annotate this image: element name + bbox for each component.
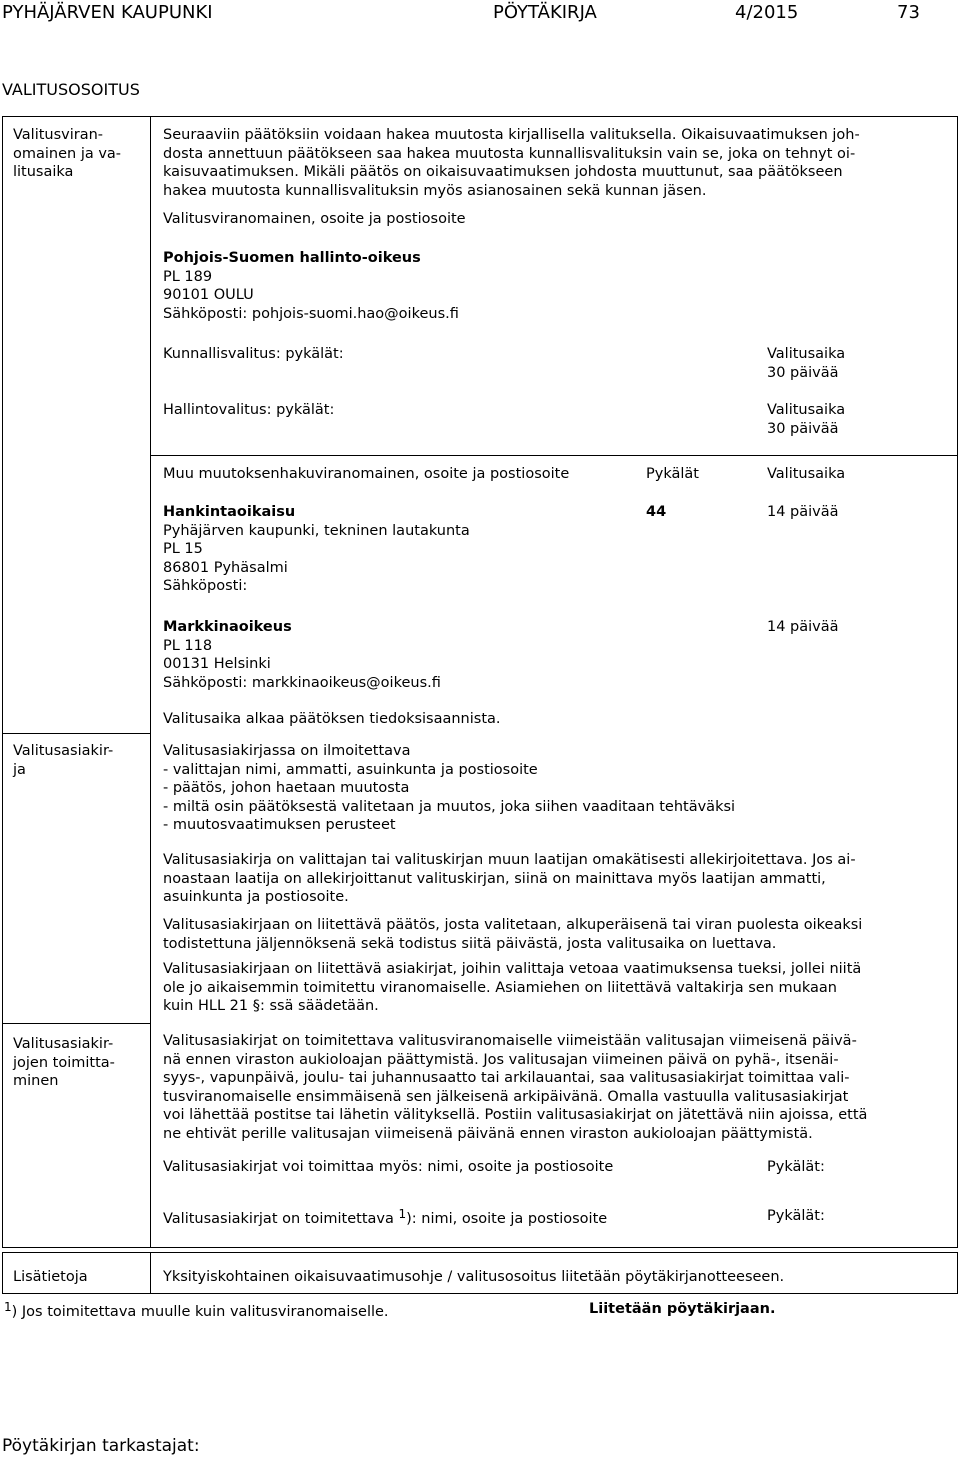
attached-note: Liitetään pöytäkirjaan.	[589, 1301, 776, 1317]
administrative-appeal-time: Valitusaika 30 päivää	[767, 402, 846, 437]
court-name: Pohjois-Suomen hallinto-oikeus	[163, 250, 421, 266]
market-court-name: Markkinaoikeus	[163, 619, 292, 635]
list-item: - valittajan nimi, ammatti, asuinkunta ja postiosoite	[163, 761, 538, 778]
sections-column-heading: Pykälät	[646, 466, 699, 482]
authority-intro: Seuraaviin päätöksiin voidaan hakea muutosta kirjallisella valituksella. Oikaisuvaatimuksen joh- dosta annettuun päätökseen saa hakea muutosta kunnallisvalituksin vain se, joka on tehnyt oi- kaisuvaatimuksen. Mikäli päätös on oikaisuvaatimuksen johdosta muuttunut, saa päätökseen hakea muutosta kunnallisvalituksin myös asianosainen sekä kunnan jäsen.	[163, 127, 860, 199]
appeal-time-start-note: Valitusaika alkaa päätöksen tiedoksisaannista.	[163, 711, 501, 727]
attachment-paragraph: Valitusasiakirjaan on liitettävä päätös, josta valitetaan, alkuperäisenä tai viran puolesta oikeaksi todistettuna jäljennöksenä sekä todistus siitä päivästä, josta valitusaika on luettava.	[163, 917, 863, 952]
procurement-address: Hankintaoikaisu Pyhäjärven kaupunki, tekninen lautakunta PL 15 86801 Pyhäsalmi Sähköposti:	[163, 504, 470, 594]
alternative-delivery-sections: Pykälät:	[767, 1159, 825, 1175]
list-item: - miltä osin päätöksestä valitetaan ja muutos, joka siihen vaaditaan tehtäväksi	[163, 798, 736, 815]
market-court-time: 14 päivää	[767, 619, 839, 635]
document-heading: Valitusasiakirjassa on ilmoitettava	[163, 743, 411, 759]
footnote: $^1$) Jos toimitettava muulle kuin valitusviranomaiselle.	[4, 1300, 389, 1320]
organization-name: PYHÄJÄRVEN KAUPUNKI	[2, 2, 213, 23]
delivery-section-divider	[2, 1023, 150, 1024]
section-title: VALITUSOSOITUS	[2, 80, 140, 99]
additional-info-divider	[150, 1252, 151, 1294]
court-po-box: PL 189	[163, 268, 213, 285]
procurement-name: Hankintaoikaisu	[163, 504, 296, 520]
additional-info-text: Yksityiskohtainen oikaisuvaatimusohje / valitusosoitus liitetään pöytäkirjanotteeseen.	[163, 1269, 785, 1285]
list-item: - muutosvaatimuksen perusteet	[163, 817, 396, 833]
delivery-recipient-text: Valitusasiakirjat on toimitettava $^1$): nimi, osoite ja postiosoite	[163, 1207, 608, 1227]
label-column-divider	[150, 116, 151, 1248]
footnote-mark: 1	[4, 1300, 12, 1314]
procurement-sections: 44	[646, 504, 667, 520]
delivery-label: Valitusasiakir- jojen toimitta- minen	[13, 1036, 115, 1089]
municipal-appeal-time: Valitusaika 30 päivää	[767, 346, 846, 381]
footnote-reference: 1	[398, 1207, 407, 1221]
document-section-divider	[2, 733, 150, 734]
document-label: Valitusasiakir- ja	[13, 743, 114, 778]
delivery-recipient-sections: Pykälät:	[767, 1208, 825, 1224]
authority-label: Valitusviran- omainen ja va- litusaika	[13, 127, 122, 180]
supporting-documents-paragraph: Valitusasiakirjaan on liitettävä asiakirjat, joihin valittaja vetoaa vaatimuksensa tueksi, jollei niitä ole jo aikaisemmin toimitettu viranomaiselle. Asiamiehen on liitettävä valtakirja sen mukaan kuin HLL 21 §: ssä säädetään.	[163, 961, 862, 1014]
market-court-address: Markkinaoikeus PL 118 00131 Helsinki Sähköposti: markkinaoikeus@oikeus.fi	[163, 619, 441, 691]
court-email: Sähköposti: pohjois-suomi.hao@oikeus.fi	[163, 305, 459, 322]
document-type: PÖYTÄKIRJA	[493, 2, 597, 23]
procurement-time: 14 päivää	[767, 504, 839, 520]
page-number: 73	[897, 2, 920, 23]
additional-info-label: Lisätietoja	[13, 1269, 88, 1285]
time-column-heading: Valitusaika	[767, 466, 846, 482]
court-city: 90101 OULU	[163, 287, 254, 303]
delivery-paragraph: Valitusasiakirjat on toimitettava valitusviranomaiselle viimeistään valitusajan viimeisenä päivä- nä ennen viraston aukioloajan päättymistä. Jos valitusajan viimeinen päivä on pyhä-, itsenäi- syys-, vapunpäivä, joulu- tai juhannusaatto tai arkilauantai, saa valitusasiakirjat toimittaa vali- tusviranomaiselle ensimmäisenä sen jälkeisenä arkipäivänä. Omalla vastuulla valitusasiakirjat voi lähettää postitse tai lähetin välityksellä. Postiin valitusasiakirjat on jätettävä niin ajoissa, että ne ehtivät perille valitusajan viimeisenä päivänä ennen viraston aukioloajan päättymistä.	[163, 1033, 868, 1142]
court-address	[163, 249, 459, 323]
signature-paragraph: Valitusasiakirja on valittajan tai valituskirjan muun laatijan omakätisesti allekirjoitettava. Jos ai- noastaan laatija on allekirjoittanut valituskirjan, siinä on mainittava myös laatijan ammatti, asuinkunta ja postiosoite.	[163, 852, 856, 905]
other-authority-divider	[150, 455, 958, 456]
municipal-appeal-label: Kunnallisvalitus: pykälät:	[163, 346, 344, 362]
alternative-delivery-text: Valitusasiakirjat voi toimittaa myös: nimi, osoite ja postiosoite	[163, 1159, 614, 1175]
other-authority-heading: Muu muutoksenhakuviranomainen, osoite ja postiosoite	[163, 466, 570, 482]
minutes-inspectors-label: Pöytäkirjan tarkastajat:	[2, 1436, 200, 1456]
list-item: - päätös, johon haetaan muutosta	[163, 780, 410, 796]
issue-number: 4/2015	[735, 2, 799, 23]
administrative-appeal-label: Hallintovalitus: pykälät:	[163, 402, 335, 418]
document-requirements	[163, 742, 735, 835]
authority-address-heading: Valitusviranomainen, osoite ja postiosoite	[163, 211, 466, 227]
